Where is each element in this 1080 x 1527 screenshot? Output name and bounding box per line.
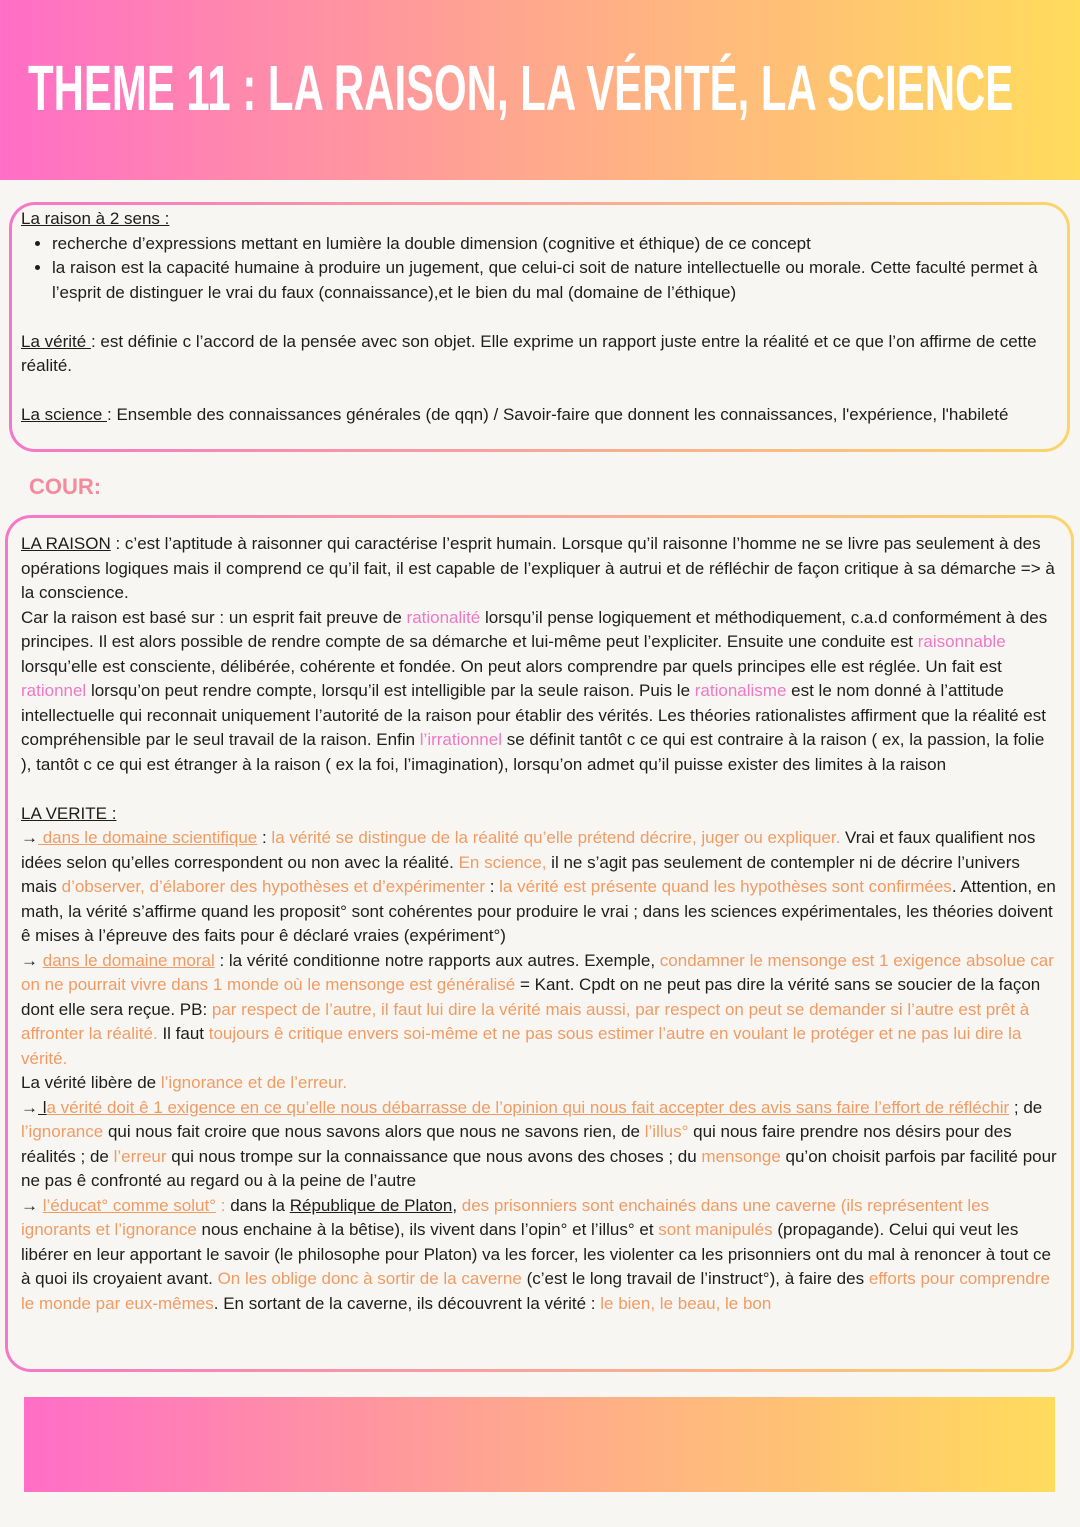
orange-highlight: l’illus° — [644, 1122, 689, 1141]
text-segment: il ne s’agit pas seulement de contempler ni de décrire l’univers mais — [21, 852, 1020, 896]
science-definition — [21, 403, 1057, 428]
text-segment: : — [257, 828, 272, 847]
raison-bullet: • la raison est la capacité humaine à produire un jugement, que celui-ci soit de nature intellectuelle ou morale. Cette faculté permet à l’esprit de distinguer le vrai du faux (connaissance),et le bien du mal (domaine de l’éthique) — [52, 256, 1057, 305]
text-segment: (c’est le long travail de l’instruct°), à faire des — [521, 1269, 869, 1288]
raison-heading: La raison à 2 sens : — [21, 209, 170, 228]
text-segment: : est définie c l’accord de la pensée avec son objet. Elle exprime un rapport juste entre la réalité et ce que l’on affirme de cette réalité. — [21, 331, 1037, 375]
orange-highlight: la vérité est présente quand les hypothèses sont confirmées — [499, 877, 952, 896]
orange-highlight: l’éducat° comme solut° — [42, 1195, 217, 1215]
orange-highlight: a vérité doit ê 1 exigence en ce qu’elle nous débarrasse de l’opinion qui nous fait accepter des avis sans faire l’effort de réfléchir — [46, 1097, 1010, 1117]
verite-section — [21, 802, 1057, 1317]
text-segment: lorsqu’il pense logiquement et méthodiquement, c.a.d conformément à des principes. Il est alors possible de rendre compte de sa démarche et lui-même peut l’expliciter. Ensuite une conduite est — [21, 607, 1048, 651]
pink-keyword: rationalisme — [694, 681, 787, 700]
orange-highlight: dans le domaine moral — [42, 950, 215, 970]
text-segment: lorsqu’on peut rendre compte, lorsqu’il est intelligible par la seule raison. Puis le — [86, 681, 695, 700]
text-segment: La vérité libère de — [21, 1073, 161, 1092]
text-segment: dans la — [230, 1195, 290, 1215]
text-segment: : la vérité conditionne notre rapports aux autres. Exemple, — [214, 950, 660, 970]
orange-highlight: En science, — [458, 852, 547, 872]
text-segment: Vrai et faux qualifient nos idées selon qu’elles correspondent ou non avec la réalité. — [21, 828, 1036, 872]
orange-highlight: par respect de l’autre, il faut lui dire la vérité mais aussi, par respect on peut se demander si l’autre est prêt à affronter la réalité. — [21, 999, 1030, 1043]
orange-highlight: des prisonniers sont enchainés dans une caverne (ils représentent les ignorants et l’ignorance — [21, 1195, 990, 1239]
orange-highlight: le bien, le beau, le bon — [600, 1293, 772, 1313]
underlined-heading: La vérité — [21, 331, 91, 351]
text-segment: qui nous trompe sur la connaissance que nous avons des choses ; du — [166, 1146, 702, 1166]
text-segment: : — [484, 877, 500, 896]
course-box — [5, 515, 1074, 1372]
orange-highlight: mensonge — [701, 1146, 781, 1166]
raison-bullet: • recherche d’expressions mettant en lumière la double dimension (cognitive et éthique) de ce concept — [52, 232, 1057, 257]
text-segment: = Kant. Cpdt on ne peut pas dire la vérité sans se soucier de la façon dont elle sera reçue. PB: — [21, 975, 1041, 1019]
underlined-heading: LA RAISON — [21, 534, 111, 553]
text-segment: Il faut — [157, 1024, 209, 1043]
text-segment: → — [21, 828, 38, 847]
orange-highlight: l’ignorance et de l’erreur. — [160, 1073, 348, 1092]
text-segment: qui nous faire prendre nos désirs pour des réalités ; de — [21, 1122, 1012, 1166]
underlined-heading: l — [38, 1097, 47, 1117]
pink-keyword: rationnel — [21, 681, 87, 700]
verite-definition — [21, 330, 1057, 379]
orange-highlight: On les oblige donc à sortir de la caverne — [217, 1269, 522, 1288]
text-segment: nous enchaine à la bêtise), ils vivent dans l’opin° et l’illus° et — [196, 1220, 659, 1239]
orange-highlight: sont manipulés — [658, 1220, 773, 1239]
text-segment: Car la raison est basé sur : un esprit fait preuve de — [21, 607, 407, 627]
text-segment: , — [452, 1195, 462, 1215]
text-segment: . Attention, en math, la vérité s’affirme quand les proposit° sont cohérentes pour produire le vrai ; dans les sciences expérimentales, les théories doivent ê mises à l’épreuve des faits pour ê déclaré vraies (expériment°) — [21, 877, 1056, 945]
text-segment: se définit tantôt c ce qui est contraire à la raison ( ex, la passion, la folie ), tantôt c ce qui est étranger à la raison ( ex la foi, l’imagination), lorsqu’on admet qu’il puisse exister des limites à la raison — [21, 730, 1045, 774]
raison-bullet-list — [21, 232, 1057, 306]
pink-keyword: raisonnable — [917, 632, 1006, 651]
orange-highlight: l’ignorance — [21, 1122, 104, 1141]
header-banner — [0, 0, 1080, 180]
cour-heading: COUR: — [29, 474, 102, 499]
text-segment: → — [21, 1195, 43, 1215]
text-segment: est le nom donné à l’attitude intellectuelle qui reconnait uniquement l’autorité de la raison pour établir des vérités. Les théories rationalistes affirment que la réalité est compréhensible par le seul travail de la raison. Enfin — [21, 681, 1046, 749]
page-title: THEME 11 : LA RAISON, LA VÉRITÉ, LA SCIENCE — [28, 52, 1014, 124]
text-segment: qui nous fait croire que nous savons alors que nous ne savons rien, de — [103, 1122, 645, 1141]
pink-keyword: rationalité — [406, 607, 481, 627]
orange-highlight: l’erreur — [113, 1146, 167, 1166]
text-segment: ; de — [1009, 1097, 1043, 1117]
text-segment: qu’on choisit parfois par facilité pour ne pas ê confronté au regard ou à la peine de l’autre — [21, 1146, 1057, 1190]
text-segment: (propagande). Celui qui veut les libérer en leur apportant le savoir (le philosophe pour Platon) va les forcer, les violenter ca les prisonniers ont du mal à renoncer à tout ce à quoi ils croyaient avant. — [21, 1220, 1052, 1288]
footer-gradient-bar — [24, 1397, 1055, 1492]
text-segment: : Ensemble des connaissances générales (de qqn) / Savoir-faire que donnent les connaissances, l'expérience, l'habileté — [107, 405, 1009, 424]
pink-keyword: l’irrationnel — [419, 730, 502, 749]
raison-section — [21, 532, 1057, 777]
orange-highlight: la vérité se distingue de la réalité qu’elle prétend décrire, juger ou expliquer. — [271, 828, 841, 847]
text-segment: . En sortant de la caverne, ils découvrent la vérité : — [213, 1293, 601, 1313]
orange-highlight: dans le domaine scientifique — [38, 828, 258, 847]
definitions-box — [9, 202, 1070, 452]
text-segment: : c’est l’aptitude à raisonner qui caractérise l’esprit humain. Lorsque qu’il raisonne l’homme ne se livre pas seulement à des opérations logiques mais il comprend ce qu’il fait, il est capable de l’expliquer à autrui et de réfléchir de façon critique à sa démarche => à la conscience. — [21, 534, 1055, 602]
orange-highlight: : — [216, 1195, 231, 1215]
text-segment: lorsqu’elle est consciente, délibérée, cohérente et fondée. On peut alors comprendre par quels principes elle est réglée. Un fait est — [21, 656, 1002, 676]
orange-highlight: d’observer, d’élaborer des hypothèses et d’expérimenter — [61, 877, 485, 896]
orange-highlight: condamner le mensonge est 1 exigence absolue car on ne pourrait vivre dans 1 monde où le mensonge est généralisé — [21, 950, 1054, 994]
text-segment: → — [21, 950, 43, 970]
underlined-heading: LA VERITE : — [21, 803, 117, 823]
orange-highlight: efforts pour comprendre le monde par eux-mêmes — [21, 1269, 1050, 1313]
text-segment: → — [21, 1097, 38, 1117]
underlined-heading: République de Platon — [289, 1195, 453, 1215]
underlined-heading: La science — [21, 405, 107, 424]
orange-highlight: toujours ê critique envers soi-même et ne pas sous estimer l’autre en voulant le protéger et ne pas lui dire la vérité. — [21, 1024, 1022, 1068]
